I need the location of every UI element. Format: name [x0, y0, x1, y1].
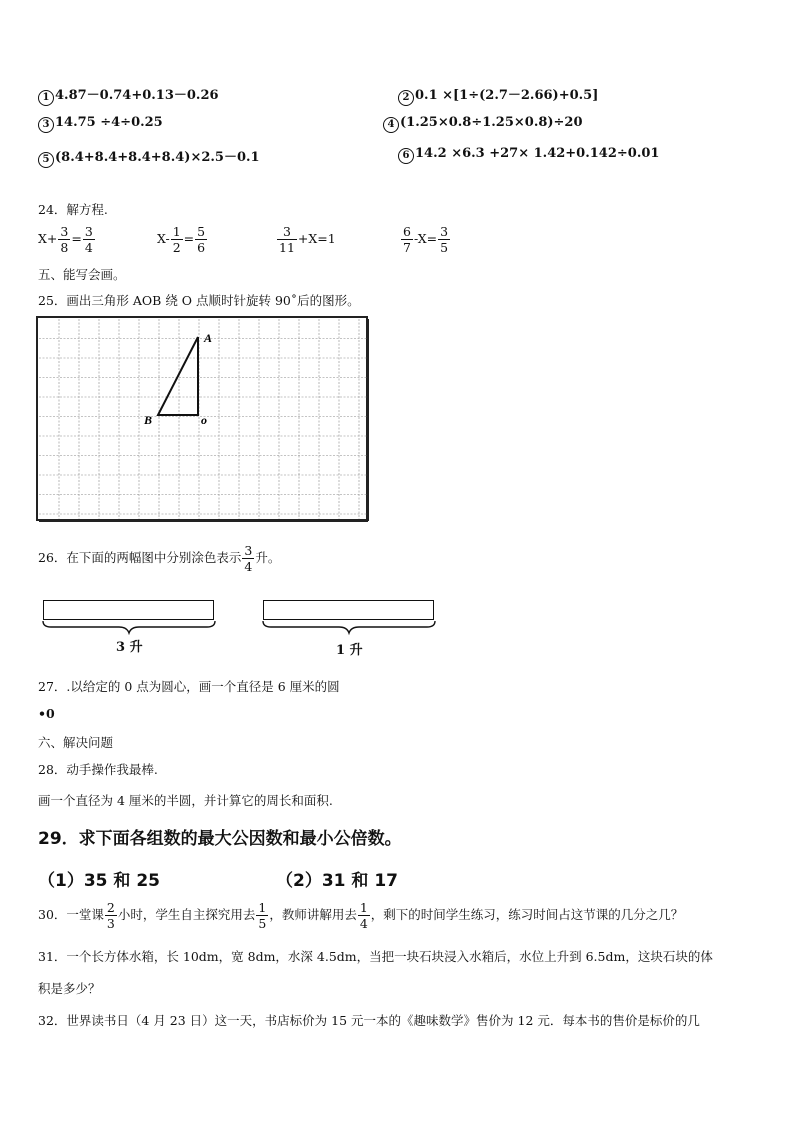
q29-part-1: （1）35 和 25 [38, 871, 160, 891]
q26-title [38, 543, 280, 574]
q26-fraction [242, 543, 254, 574]
q30-text [38, 900, 683, 931]
eq2-prefix: X- [157, 231, 170, 246]
q28-title: 28．动手操作我最棒. [38, 762, 158, 777]
eq1-equals: = [71, 231, 82, 246]
denominator: 4 [359, 916, 368, 931]
point-o: •0 [38, 706, 55, 721]
label-o: o [201, 413, 207, 427]
q29-title: 29．求下面各组数的最大公因数和最小公倍数。 [38, 829, 402, 849]
circled-number-1: 1 [38, 90, 54, 106]
q30-part-b: 小时，学生自主探究用去 [117, 907, 256, 922]
numerator: 3 [277, 224, 297, 240]
bar-3-liters[interactable] [43, 600, 214, 620]
denominator: 7 [403, 240, 411, 255]
q29-part-2: （2）31 和 17 [276, 871, 398, 891]
circled-number-4: 4 [383, 117, 399, 133]
eq1-fraction-2 [83, 224, 95, 255]
equation-1 [38, 224, 96, 255]
calc-expression-6: 14.2 ×6.3 +27× 1.42+0.142÷0.01 [415, 146, 660, 161]
numerator: 1 [359, 900, 368, 915]
calc-expression-3: 14.75 ÷4÷0.25 [55, 115, 163, 130]
circled-number-6: 6 [398, 148, 414, 164]
label-b: B [144, 413, 153, 427]
label-a: A [204, 331, 213, 345]
calc-expression-4: (1.25×0.8÷1.25×0.8)÷20 [400, 115, 583, 130]
q31-line-2: 积是多少？ [38, 981, 101, 996]
circled-number-2: 2 [398, 90, 414, 106]
q30-fraction-1 [105, 900, 117, 931]
eq4-fraction-2 [438, 224, 450, 255]
calc-item-4 [383, 115, 583, 133]
calc-item-1 [38, 84, 219, 106]
q25-title: 25．画出三角形 AOB 绕 O 点顺时针旋转 90˚后的图形。 [38, 293, 360, 308]
calc-expression-1: 4.87－0.74+0.13－0.26 [55, 88, 219, 103]
circled-number-3: 3 [38, 117, 54, 133]
denominator: 5 [258, 916, 267, 931]
numerator: 3 [244, 543, 253, 558]
eq2-fraction-1 [171, 224, 183, 255]
q32-line-1: 32．世界读书日（4 月 23 日）这一天，书店标价为 15 元一本的《趣味数学》售价为 12 元．每本书的售价是标价的几 [38, 1013, 700, 1028]
calc-item-5 [38, 146, 260, 168]
brace-3-liters [41, 619, 217, 635]
numerator: 3 [60, 224, 69, 239]
denominator: 2 [172, 240, 181, 255]
section-6-heading: 六、解决问题 [38, 735, 114, 750]
q30-fraction-2 [256, 900, 268, 931]
label-1-liter: 1 升 [336, 643, 363, 658]
q27-title: 27．.以给定的 0 点为圆心，画一个直径是 6 厘米的圆 [38, 679, 340, 694]
eq1-prefix: X+ [38, 231, 58, 246]
q30-part-c: ，教师讲解用去 [269, 907, 357, 922]
denominator: 8 [60, 240, 69, 255]
numerator: 1 [258, 900, 267, 915]
eq3-fraction-1 [277, 224, 297, 255]
numerator: 1 [172, 224, 181, 239]
eq4-fraction-1 [401, 224, 413, 255]
brace-1-liter [261, 619, 437, 637]
eq4-middle: -X= [413, 231, 438, 246]
denominator: 6 [197, 240, 206, 255]
calc-expression-2: 0.1 ×[1÷(2.7－2.66)+0.5] [415, 88, 599, 103]
q28-body: 画一个直径为 4 厘米的半圆，并计算它的周长和面积. [38, 793, 333, 808]
calc-item-2 [398, 84, 598, 106]
circled-number-5: 5 [38, 152, 54, 168]
calc-item-6 [398, 146, 659, 164]
denominator: 4 [84, 240, 93, 255]
label-3-liters: 3 升 [116, 640, 143, 655]
bar-1-liter[interactable] [263, 600, 434, 620]
numerator: 3 [84, 224, 93, 239]
section-5-heading: 五、能写会画。 [38, 267, 126, 282]
denominator: 4 [244, 559, 253, 574]
grid-diagram [36, 316, 369, 522]
numerator: 3 [440, 224, 449, 239]
eq2-fraction-2 [195, 224, 207, 255]
denominator: 3 [106, 916, 115, 931]
q30-part-d: ，剩下的时间学生练习，练习时间占这节课的几分之几？ [370, 907, 684, 922]
equation-4 [400, 224, 451, 255]
eq2-equals: = [183, 231, 195, 246]
equation-2 [157, 224, 208, 255]
q30-fraction-3 [358, 900, 370, 931]
denominator: 5 [440, 240, 449, 255]
numerator: 6 [403, 224, 411, 239]
numerator: 5 [197, 224, 206, 239]
numerator: 2 [106, 900, 115, 915]
q31-line-1: 31．一个长方体水箱，长 10dm，宽 8dm，水深 4.5dm，当把一块石块浸入水箱后，水位上升到 6.5dm，这块石块的体 [38, 949, 713, 964]
calc-expression-5: (8.4+8.4+8.4+8.4)×2.5－0.1 [55, 150, 260, 165]
denominator: 11 [279, 240, 295, 255]
equation-3 [276, 224, 336, 255]
q30-part-a: 30．一堂课 [38, 907, 104, 922]
q26-text-after: 升。 [255, 550, 281, 565]
eq1-fraction-1 [58, 224, 70, 255]
calc-item-3 [38, 115, 163, 133]
q24-title: 24．解方程. [38, 202, 108, 217]
eq3-suffix: +X=1 [297, 231, 336, 246]
q26-text-before: 26．在下面的两幅图中分别涂色表示 [38, 550, 242, 565]
